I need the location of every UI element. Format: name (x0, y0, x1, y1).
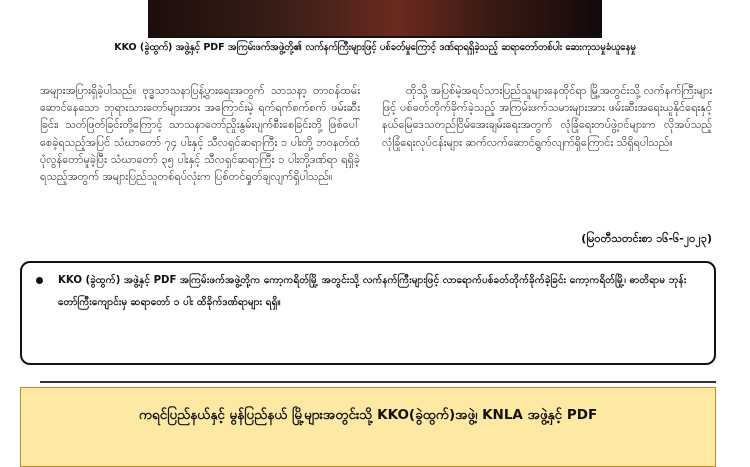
summary-box (20, 261, 716, 365)
article-right-column: ထိုသို့ အပြစ်မဲ့အရပ်သားပြည်သူများနေထိုင်ရာ မြို့အတွင်းသို့ လက်နက်ကြီးများဖြင့် ပစ်ခတ်တိုက်ခိုက်ခဲ့သည့် အကြမ်းဖက်သမားများအား ဖမ်းဆီးအရေးယူနိုင်ရေးနှင့် နယ်မြေဒေသတည်ငြိမ်အေးချမ်းရေးအတွက် လုံခြုံရေးတပ်ဖွဲ့ဝင်များက လိုအပ်သည့် လုံခြုံရေးလုပ်ငန်းများ ဆက်လက်ဆောင်ရွက်လျက်ရှိကြောင်း သိရှိရပါသည်။ (382, 84, 712, 149)
headline-text: ကရင်ပြည်နယ်နှင့် မွန်ပြည်နယ် မြို့များအတွင်းသို့ KKO(ခွဲထွက်)အဖွဲ့၊ KNLA အဖွဲ့နှင့် PDF (138, 407, 598, 423)
photo-caption: KKO (ခွဲထွက်) အဖွဲ့နှင့် PDF အကြမ်းဖက်အဖွဲ့တို့၏ လက်နက်ကြီးများဖြင့် ပစ်ခတ်မှုကြောင့် ဒဏ်ရာရရှိခဲ့သည့် ဆရာတော်တစ်ပါး ဆေးကုသမှုခံယူနေမှု (114, 42, 636, 53)
article-left-column: အများအပြားရှိခဲ့ပါသည်။ ဗုဒ္ဓသာသနာပြန့်ပွားရေးအတွက် သာသနာ့ တာဝန်ထမ်းဆောင်နေသော ဘုရားသားတော်များအား အကြောင်းမဲ့ ရက်ရက်စက်စက် ဖမ်းဆီးခြင်း၊ သတ်ဖြတ်ခြင်းတို့ကြောင့် သာသနာတော်ညှိုးနွမ်းပျက်စီးစေခြင်းတို့ ဖြစ်ပေါ်စေခဲ့ရသည့်အပြင် သံဃာတော် ၇၄ ပါးနှင့် သီလရှင်ဆရာကြီး ၁ ပါးတို့ ဘဝနတ်ထံပုံလွန်တော်မူခဲ့ပြီး သံဃာတော် ၃၅ ပါးနှင့် သီလရှင်ဆရာကြီး ၁ ပါးတို့ဒဏ်ရာ ရရှိခဲ့ရသည့်အတွက် အများပြည်သူတစ်ရပ်လုံးက ပြစ်တင်ရှုတ်ချလျက်ရှိပါသည်။ (40, 84, 360, 184)
bullet-icon (36, 277, 43, 284)
section-divider (40, 381, 716, 383)
article-source: (မြဝတီသတင်းစာ ၁၆-၆-၂၀၂၃) (581, 232, 712, 245)
article-photo (148, 0, 602, 38)
headline-banner (20, 387, 716, 467)
summary-text: KKO (ခွဲထွက်) အဖွဲ့နှင့် PDF အကြမ်းဖက်အဖွဲ့တို့က ကော့ကရိတ်မြို့ အတွင်းသို့ လက်နက်ကြီးများဖြင့် လာရောက်ပစ်ခတ်တိုက်ခိုက်ခဲ့ခြင်း ကော့ကရိတ်မြို့၊ ဓာတိရာမ ဘုန်းတော်ကြီးကျောင်းမှ ဆရာတော် ၁ ပါး ထိခိုက်ဒဏ်ရာများ ရရှိ။ (58, 275, 687, 308)
